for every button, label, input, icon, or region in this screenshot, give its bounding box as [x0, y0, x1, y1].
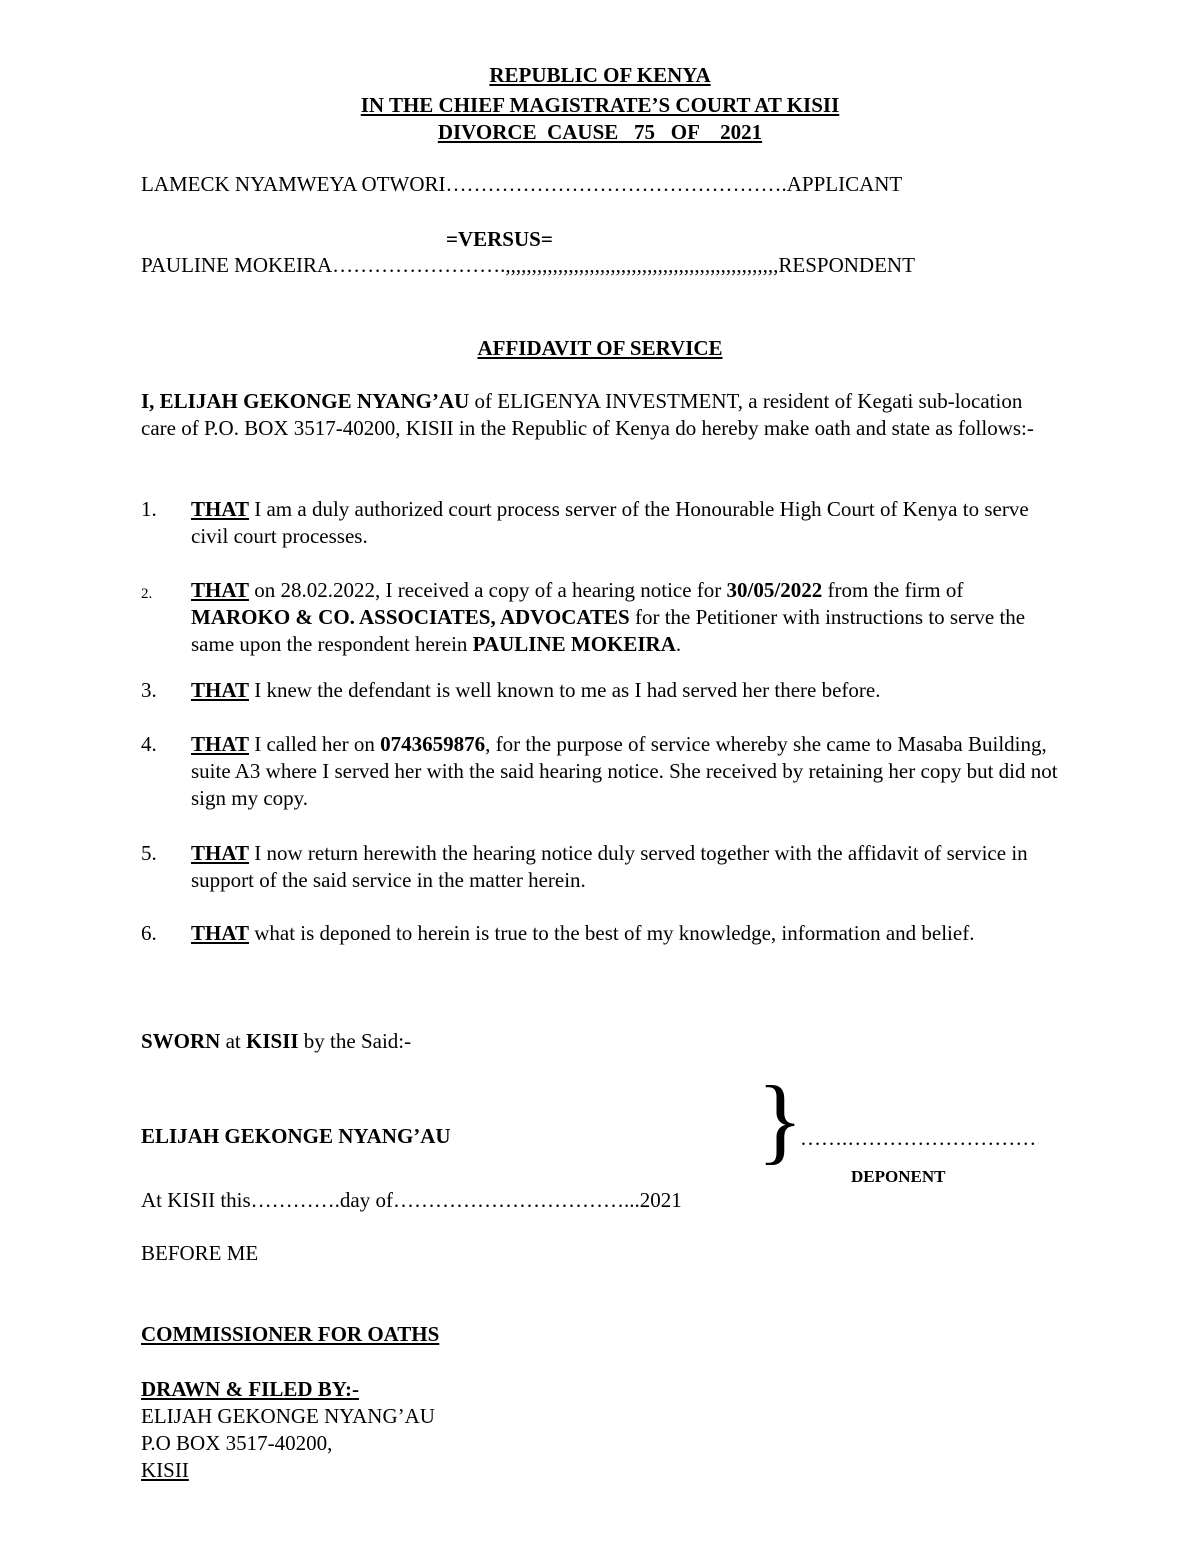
bracket-symbol: } [757, 1066, 804, 1173]
item-text: I knew the defendant is well known to me as I had served her there before. [248, 678, 881, 702]
sworn-at: at [220, 1029, 247, 1053]
respondent-line: PAULINE MOKEIRA…………………….,,,,,,,,,,,,,,,,,,,,,,,,,,,,,,,,,,,,,,,,,,,,,,,,,,,,RESPONDENT [141, 253, 915, 277]
court-header-cause: DIVORCE CAUSE 75 OF 2021 [437, 120, 763, 144]
item-text: on 28.02.2022, I received a copy of a hearing notice for [248, 578, 727, 602]
item-number: 2. [141, 586, 153, 602]
court-header-republic: REPUBLIC OF KENYA [489, 63, 711, 87]
sworn-line [141, 1028, 411, 1055]
item-text: from the firm of [822, 578, 964, 602]
item-number: 6. [141, 921, 157, 945]
respondent-name: PAULINE MOKEIRA [472, 632, 676, 656]
that-label: THAT [191, 841, 249, 865]
phone-number: 0743659876 [380, 732, 486, 756]
intro-paragraph [141, 388, 1061, 442]
item-number: 1. [141, 497, 157, 521]
item-text: I am a duly authorized court process server of the Honourable High Court of Kenya to serve civil court processes. [191, 497, 1029, 548]
before-me-label: BEFORE ME [141, 1241, 259, 1265]
applicant-line: LAMECK NYAMWEYA OTWORI………………………………………….APPLICANT [141, 172, 903, 196]
sworn-place: KISII [246, 1029, 299, 1053]
signature-line: …….……………………… [800, 1126, 1037, 1150]
item-text: . [675, 632, 682, 656]
deponent-intro-name: I, ELIJAH GEKONGE NYANG’AU [141, 389, 470, 413]
item-text: I now return herewith the hearing notice duly served together with the affidavit of service in support of the said service in the matter herein. [191, 841, 1028, 892]
commissioner-label: COMMISSIONER FOR OATHS [141, 1322, 440, 1346]
item-number: 4. [141, 732, 157, 756]
drawn-by-town: KISII [141, 1458, 189, 1482]
intro-text: of ELIGENYA INVESTMENT, a resident of Kegati sub-location care of P.O. BOX 3517-40200, KISII in the Republic of Kenya do hereby make oath and state as follows:- [141, 389, 1034, 440]
hearing-date: 30/05/2022 [726, 578, 823, 602]
item-number: 5. [141, 841, 157, 865]
court-header-court: IN THE CHIEF MAGISTRATE’S COURT AT KISII [360, 93, 840, 117]
item-text: what is deponed to herein is true to the best of my knowledge, information and belief. [248, 921, 975, 945]
item-text: for the Petitioner with instructions to serve the same upon the respondent herein [191, 605, 1026, 656]
that-label: THAT [191, 578, 249, 602]
drawn-by-name: ELIJAH GEKONGE NYANG’AU [141, 1404, 435, 1428]
date-line: At KISII this………….day of……………………………...2021 [141, 1188, 682, 1212]
sworn-rest: by the Said:- [298, 1029, 412, 1053]
deponent-label: DEPONENT [851, 1167, 946, 1186]
item-text: I called her on [248, 732, 381, 756]
item-number: 3. [141, 678, 157, 702]
that-label: THAT [191, 732, 249, 756]
item-text: , for the purpose of service whereby she came to Masaba Building, suite A3 where I served her with the said hearing notice. She received by retaining her copy but did not sign my copy. [191, 732, 1058, 810]
that-label: THAT [191, 678, 249, 702]
document-title: AFFIDAVIT OF SERVICE [477, 336, 723, 360]
drawn-by-address: P.O BOX 3517-40200, [141, 1431, 333, 1455]
that-label: THAT [191, 497, 249, 521]
deponent-name: ELIJAH GEKONGE NYANG’AU [141, 1124, 451, 1148]
law-firm-name: MAROKO & CO. ASSOCIATES, ADVOCATES [191, 605, 630, 629]
that-label: THAT [191, 921, 249, 945]
drawn-filed-heading: DRAWN & FILED BY:- [141, 1377, 359, 1401]
sworn-word: SWORN [141, 1029, 221, 1053]
versus-label: =VERSUS= [446, 227, 553, 251]
